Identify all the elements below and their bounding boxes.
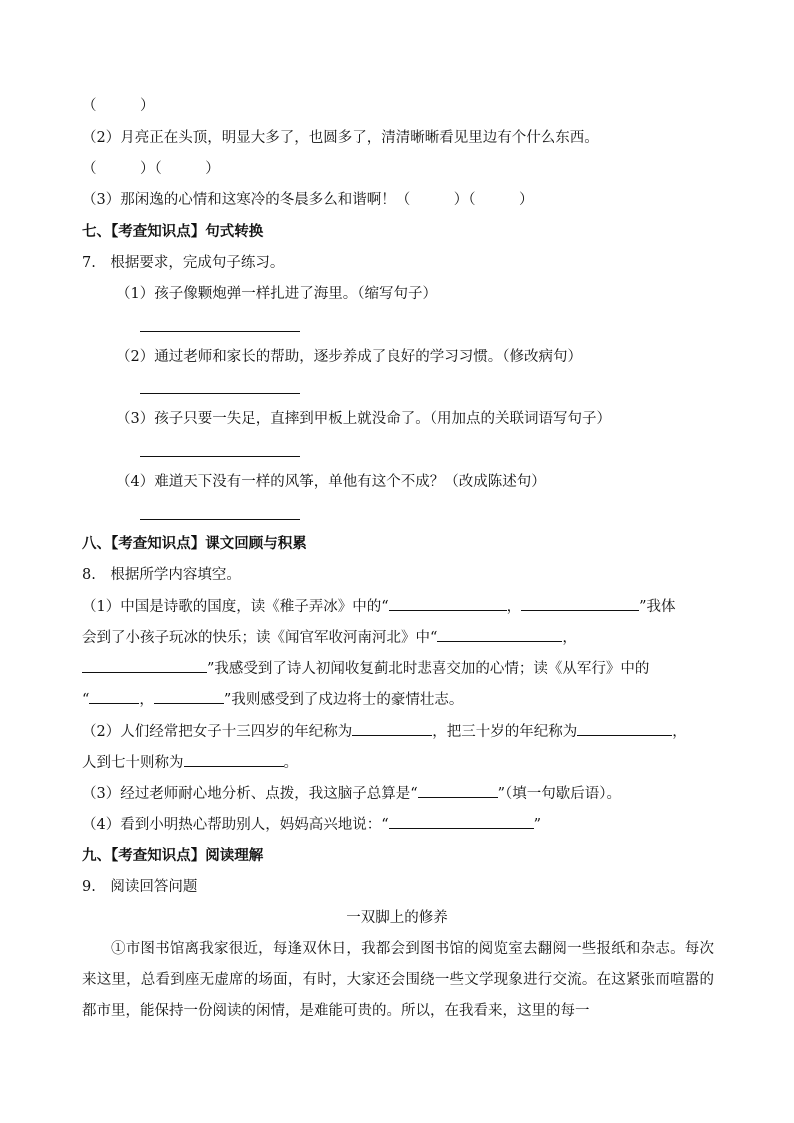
fill-blank[interactable] [89, 689, 139, 704]
question-8-1-line1: （1）中国是诗歌的国度，读《稚子弄冰》中的“ ， ”我体 [82, 596, 676, 617]
answer-paren-line: （ ） [82, 98, 155, 114]
fill-blank[interactable] [154, 689, 224, 704]
answer-blank[interactable] [140, 456, 300, 457]
article-paragraph-1: ①市图书馆离我家很近，每逢双休日，我都会到图书馆的阅览室去翻阅一些报纸和杂志。每次来这里，总看到座无虚席的场面，有时，大家还会围绕一些文学现象进行交流。在这紧张而喧嚣的都市里，能保持一份阅读的闲情，是难能可贵的。所以，在我看来，这里的每一 [82, 941, 714, 1019]
section-7-title: 七、【考查知识点】句式转换 [82, 224, 264, 240]
question-8-1-line2: 会到了小孩子玩冰的快乐；读《闻官军收河南河北》中“ ， [82, 627, 577, 648]
question-7-3: （3）孩子只要一失足，直摔到甲板上就没命了。（用加点的关联词语写句子） [116, 411, 611, 427]
fill-blank[interactable] [389, 814, 534, 829]
fill-blank[interactable] [184, 752, 284, 767]
article-title: 一双脚上的修养 [346, 910, 448, 926]
question-8-3: （3）经过老师耐心地分析、点拨，我这脑子总算是“ ”（填一句歇后语）。 [82, 783, 621, 804]
fill-blank[interactable] [82, 658, 207, 673]
fill-blank[interactable] [418, 783, 498, 798]
question-7-1: （1）孩子像颗炮弹一样扎进了海里。（缩写句子） [116, 286, 437, 302]
question-8-4: （4）看到小明热心帮助别人，妈妈高兴地说：“ ” [82, 814, 541, 835]
fill-blank[interactable] [577, 721, 672, 736]
question-6-3: （3）那闲逸的心情和这寒冷的冬晨多么和谐啊！（ ）（ ） [82, 192, 534, 208]
question-8-1-line4: “ ， ”我则感受到了戍边将士的豪情壮志。 [82, 689, 463, 710]
section-9-title: 九、【考查知识点】阅读理解 [82, 848, 264, 864]
fill-blank[interactable] [437, 627, 562, 642]
question-8-2-line1: （2）人们经常把女子十三四岁的年纪称为 ，把三十岁的年纪称为 ， [82, 721, 687, 742]
question-7-4: （4）难道天下没有一样的风筝，单他有这个不成？（改成陈述句） [116, 474, 546, 490]
question-8-1-line3: ”我感受到了诗人初闻收复蓟北时悲喜交加的心情；读《从军行》中的 [82, 658, 649, 679]
answer-blank[interactable] [140, 331, 300, 332]
fill-blank[interactable] [389, 596, 507, 611]
question-9: 9. 阅读回答问题 [82, 879, 198, 895]
question-7: 7. 根据要求，完成句子练习。 [82, 255, 285, 271]
question-7-2: （2）通过老师和家长的帮助，逐步养成了良好的学习习惯。（修改病句） [116, 349, 582, 365]
answer-blank[interactable] [140, 393, 300, 394]
question-6-2: （2）月亮正在头顶，明显大多了，也圆多了，清清晰晰看见里边有个什么东西。 [82, 130, 599, 146]
fill-blank[interactable] [521, 596, 639, 611]
question-8-2-line2: 人到七十则称为 。 [82, 752, 298, 773]
question-8: 8. 根据所学内容填空。 [82, 567, 241, 583]
answer-paren-line: （ ）（ ） [82, 161, 220, 177]
fill-blank[interactable] [352, 721, 432, 736]
section-8-title: 八、【考查知识点】课文回顾与积累 [82, 536, 307, 552]
answer-blank[interactable] [140, 519, 300, 520]
